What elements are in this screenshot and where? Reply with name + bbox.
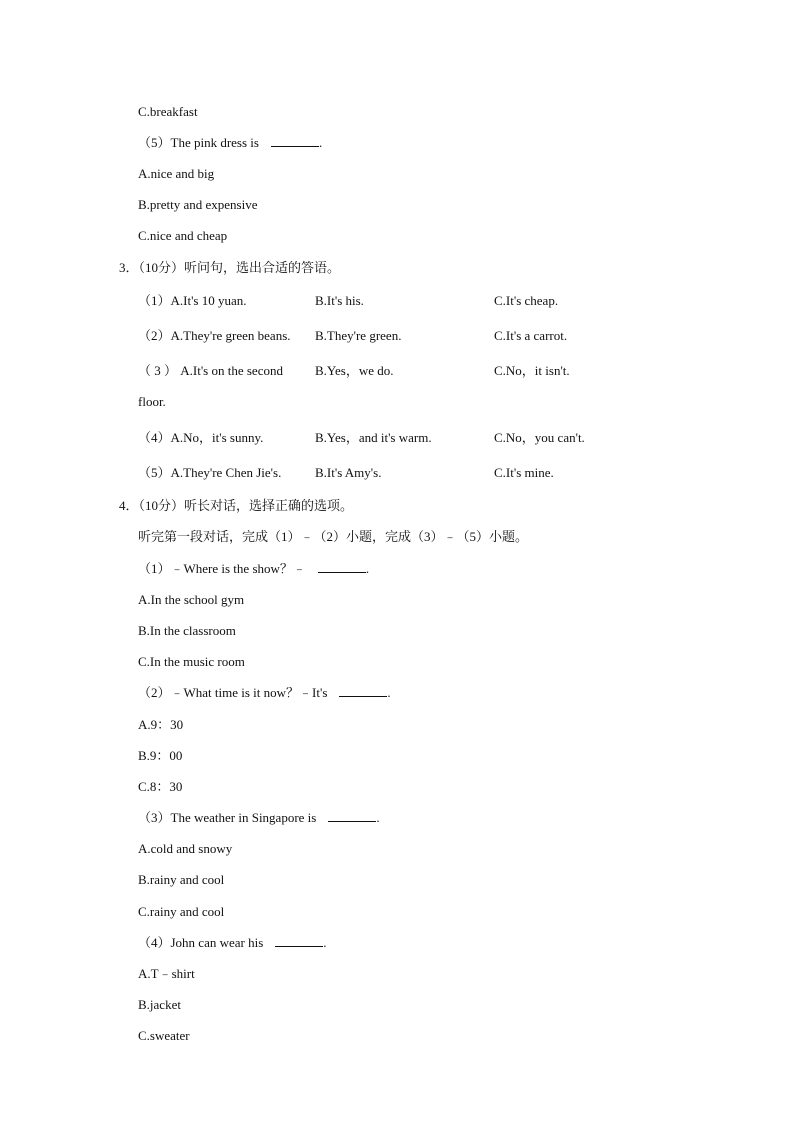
option-c: C.No，you can't. [494,430,585,445]
answer-blank [271,135,319,147]
question-stem [138,935,327,951]
stem-text: （5）The pink dress is [138,135,259,150]
stem-end: . [318,135,323,150]
stem-end: . [323,935,327,950]
stem-end: . [365,561,370,576]
option-text: A.nice and big [138,166,215,181]
question-stem [138,135,322,151]
option-b: B.It's his. [315,293,364,308]
option-b: B.Yes，and it's warm. [315,430,432,445]
option-text: A.T﹣shirt [138,966,195,981]
option-a: （5）A.They're Chen Jie's. [138,465,282,480]
option-a: （2）A.They're green beans. [138,328,291,343]
stem-text: （2）﹣What time is it now？﹣It's [138,685,328,700]
option-text: B.rainy and cool [138,872,225,887]
answer-blank [275,935,323,947]
option-a: （1）A.It's 10 yuan. [138,293,247,308]
option-b: B.It's Amy's. [315,465,382,480]
stem-end: . [387,685,391,700]
option-text: C.rainy and cool [138,904,225,919]
option-text: C.In the music room [138,654,245,669]
option-text: A.9：30 [138,717,184,732]
option-a-continued: floor. [138,394,166,409]
answer-blank [339,685,387,697]
option-b: B.Yes，we do. [315,363,394,378]
option-text: A.In the school gym [138,592,245,607]
section-heading: 4．（10分）听长对话，选择正确的选项。 [119,498,354,513]
option-b: B.They're green. [315,328,402,343]
option-text: A.cold and snowy [138,841,233,856]
stem-text: （1）﹣Where is the show？﹣ [138,561,306,576]
answer-blank [318,561,366,573]
option-text: B.jacket [138,997,181,1012]
option-c: C.It's a carrot. [494,328,568,343]
option-a: （ 3 ） A.It's on the second [138,363,283,378]
option-text: C.breakfast [138,104,198,119]
option-text: C.nice and cheap [138,228,228,243]
section-heading: 3．（10分）听问句，选出合适的答语。 [119,260,341,275]
stem-end: . [376,810,380,825]
stem-text: （4）John can wear his [138,935,264,950]
option-text: B.pretty and expensive [138,197,258,212]
option-a: （4）A.No，it's sunny. [138,430,264,445]
option-c: C.No，it isn't. [494,363,570,378]
section-instruction: 听完第一段对话，完成（1）﹣（2）小题，完成（3）﹣（5）小题。 [138,529,529,544]
option-c: C.It's mine. [494,465,554,480]
option-c: C.It's cheap. [494,293,559,308]
question-stem [138,810,380,826]
option-text: B.In the classroom [138,623,236,638]
option-text: C.8：30 [138,779,183,794]
question-stem [138,685,391,701]
option-text: C.sweater [138,1028,190,1043]
option-text: B.9：00 [138,748,183,763]
stem-text: （3）The weather in Singapore is [138,810,317,825]
answer-blank [328,810,376,822]
question-stem [138,561,369,577]
